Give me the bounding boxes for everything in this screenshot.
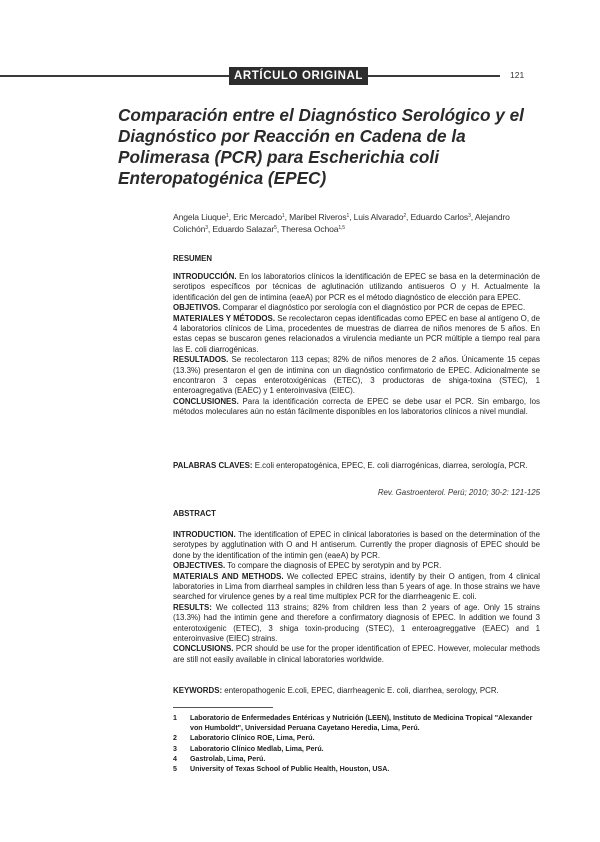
abstract-objectives: OBJECTIVES. To compare the diagnosis of EPEC by serotypin and by PCR. bbox=[173, 561, 442, 571]
section-label: ARTÍCULO ORIGINAL bbox=[229, 67, 368, 85]
author-name: Eric Mercado$^1$ bbox=[233, 212, 285, 222]
author-affiliation-mark: 5 bbox=[274, 225, 277, 231]
footnote-text: Laboratorio Clínico Medlab, Lima, Perú. bbox=[190, 744, 324, 753]
header-rule bbox=[368, 75, 500, 77]
footnote-text: Laboratorio Clínico ROE, Lima, Perú. bbox=[190, 734, 315, 743]
footnote-number: 4 bbox=[173, 754, 177, 763]
resumen-keywords: PALABRAS CLAVES: E.coli enteropatogénica, EPEC, E. coli diarrogénicas, diarrea, serología, PCR. bbox=[173, 461, 528, 470]
resumen-methods: MATERIALES Y MÉTODOS. Se recolectaron cepas identificadas como EPEC en base al antígeno O, de 4 laboratorios clínicos de Lima, procedentes de muestras de diarrea de niños menores de 5 años. En estas cepas se buscaron genes relacionados a virulencia mediante un PCR múltiple a tiempo real para las E. coli diarrogénicas. bbox=[173, 313, 540, 354]
abstract-results: RESULTS: We collected 113 strains; 82% from children less than 2 years of age. Only 15 strains (13.3%) had the intimin gene and therefore a confirmatory diagnosis of EPEC. In addition we found 3 enterotoxigenic (ETEC), 3 shiga toxin-producing (STEC), 1 enteroagreggative (EAEC) and 1 enteroinvasive (EIEC) strains. bbox=[173, 602, 540, 644]
footnote-text: University of Texas School of Public Health, Houston, USA. bbox=[190, 765, 390, 774]
author-affiliation-mark: 2 bbox=[403, 213, 406, 219]
footnote-divider bbox=[173, 707, 273, 708]
section-header bbox=[0, 67, 600, 85]
abstract-introduction: INTRODUCTION. The identification of EPEC in clinical laboratories is based on the determination of the serotypes by agglutination with O and H antiserum. Currently the proper diagnosis of EPEC should be done by the identification of the intimin gen (eaeA) by PCR. bbox=[173, 530, 540, 560]
author-affiliation-mark: 1 bbox=[281, 213, 285, 219]
affiliation-footnotes bbox=[173, 713, 540, 774]
page-number: 121 bbox=[510, 70, 525, 80]
footnote-number: 2 bbox=[173, 734, 177, 743]
abstract-keywords: KEYWORDS: enteropathogenic E.coli, EPEC, diarrheagenic E. coli, diarrhea, serology, PCR. bbox=[173, 686, 499, 695]
resumen-objectives: OBJETIVOS. Comparar el diagnóstico por serología con el diagnóstico por PCR de cepas de EPEC. bbox=[173, 303, 526, 313]
author-name: Eduardo Carlos$^3$ bbox=[410, 212, 471, 222]
author-affiliation-mark: 1,5 bbox=[338, 225, 345, 231]
footnote-item bbox=[173, 744, 540, 754]
author-name: Alejandro Colichón$^3$ bbox=[173, 212, 510, 234]
abstract-heading: ABSTRACT bbox=[173, 509, 216, 518]
author-affiliation-mark: 3 bbox=[468, 213, 471, 219]
footnote-item bbox=[173, 754, 540, 764]
resumen-heading: RESUMEN bbox=[173, 254, 212, 263]
author-list: Angela Liuque$^1$, Eric Mercado$^1$, Maribel Riveros$^1$, Luis Alvarado$^2$, Eduardo Carlos$^3$, Alejandro Colichón$^3$, Eduardo Salazar$^5$, Theresa Ochoa$^{1,5}$ bbox=[173, 212, 510, 234]
header-rule bbox=[0, 75, 229, 77]
author-name: Luis Alvarado$^2$ bbox=[353, 212, 406, 222]
journal-citation: Rev. Gastroenterol. Perú; 2010; 30-2: 121-125 bbox=[377, 488, 540, 497]
author-name: Angela Liuque$^1$ bbox=[173, 212, 229, 222]
footnote-item bbox=[173, 764, 540, 774]
abstract-body bbox=[173, 530, 540, 665]
abstract-methods: MATERIALS AND METHODS. We collected EPEC strains, identify by their O antigen, from 4 clinical laboratories in Lima from diarrheal samples in children less than 5 years of age. In those strains we have searched for virulence genes by a real time multiplex PCR for the diarrheagenic E. coli. bbox=[173, 571, 540, 602]
resumen-conclusions: CONCLUSIONES. Para la identificación correcta de EPEC se debe usar el PCR. Sin embargo, los métodos moleculares aún no están fácilmente disponibles en los laboratorios clínicos a nivel mundial. bbox=[173, 396, 540, 417]
footnote-number: 1 bbox=[173, 714, 177, 722]
abstract-conclusions: CONCLUSIONS. PCR should be use for the proper identification of EPEC. However, molecular methods are still not easily available in clinical laboratories worldwide. bbox=[173, 644, 540, 664]
author-affiliation-mark: 1 bbox=[226, 213, 229, 219]
resumen-introduction: INTRODUCCIÓN. En los laboratorios clínicos la identificación de EPEC se basa en la determinación de serotipos específicos por técnicas de aglutinación utilizando antisueros O y H. Actualmente la identificación del gen de intimina (eaeA) por PCR es el método diagnóstico de elección para EPEC. bbox=[173, 272, 540, 302]
footnote-number: 3 bbox=[173, 744, 177, 753]
article-title: Comparación entre el Diagnóstico Serológico y el Diagnóstico por Reacción en Cadena de la Polimerasa (PCR) para Escherichia coli Enteropatogénica (EPEC) bbox=[118, 105, 524, 188]
author-name: Theresa Ochoa$^{1,5}$ bbox=[281, 224, 345, 234]
author-affiliation-mark: 1 bbox=[346, 213, 350, 219]
resumen-body bbox=[173, 272, 540, 418]
footnote-number: 5 bbox=[173, 765, 177, 774]
resumen-results: RESULTADOS. Se recolectaron 113 cepas; 82% de niños menores de 2 años. Únicamente 15 cepas (13.3%) presentaron el gen de intimina con un diagnóstico confirmatorio de EPEC. Adicionalmente se encontraron 3 cepas enterotoxigénicas (ETEC), 3 productoras de shiga-toxina (STEC), 1 enteroagregativa (EAEC) y 1 enteroinvasiva (EIEC). bbox=[173, 355, 540, 396]
footnote-text: Gastrolab, Lima, Perú. bbox=[190, 754, 266, 763]
footnote-text: Laboratorio de Enfermedades Entéricas y Nutrición (LEEN), Instituto de Medicina Tropical "Alexander von Humboldt", Universidad Peruana Cayetano Heredia, Lima, Perú. bbox=[190, 714, 533, 733]
author-name: Maribel Riveros$^1$ bbox=[289, 212, 350, 222]
author-affiliation-mark: 3 bbox=[205, 225, 208, 231]
author-name: Eduardo Salazar$^5$ bbox=[212, 224, 277, 234]
footnote-item bbox=[173, 733, 540, 743]
footnote-item bbox=[173, 713, 540, 733]
